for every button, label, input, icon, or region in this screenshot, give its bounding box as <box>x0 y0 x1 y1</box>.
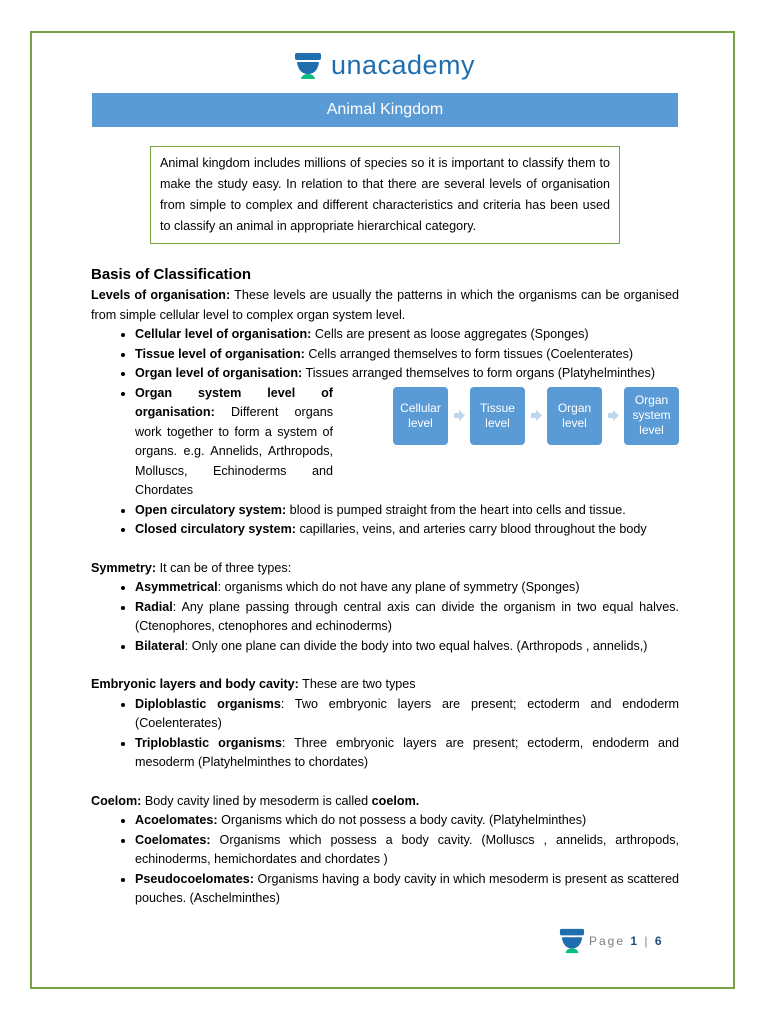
list-item: • Coelomates: Organisms which possess a body cavity. (Molluscs , annelids, arthropods, echinoderms, hemichordates and chordates ) <box>135 831 679 870</box>
embryonic-paragraph: Embryonic layers and body cavity: These are two types <box>91 677 416 691</box>
list-item: • Cellular level of organisation: Cells are present as loose aggregates (Sponges) <box>135 325 679 345</box>
list-item: • Pseudocoelomates: Organisms having a body cavity in which mesoderm is present as scattered pouches. (Aschelminthes) <box>135 870 679 909</box>
organisation-flow-diagram <box>393 387 679 445</box>
list-item: • Asymmetrical: organisms which do not have any plane of symmetry (Sponges) <box>135 578 679 598</box>
coelom-paragraph: Coelom: Body cavity lined by mesoderm is called coelom. <box>91 793 420 808</box>
list-item: • Radial: Any plane passing through central axis can divide the organism in two equal halves. (Ctenophores, ctenophores and echinoderms) <box>135 598 679 637</box>
page-title: Animal Kingdom <box>92 93 678 127</box>
flow-box-cellular: Cellular level <box>393 387 448 445</box>
symmetry-list <box>91 578 679 656</box>
arrow-right-icon <box>448 410 470 421</box>
arrow-right-icon <box>602 410 624 421</box>
list-item: • Diploblastic organisms: Two embryonic layers are present; ectoderm and endoderm (Coelenterates) <box>135 695 679 734</box>
main-content <box>91 264 679 909</box>
list-item: • Tissue level of organisation: Cells arranged themselves to form tissues (Coelenterates) <box>135 345 679 365</box>
flow-box-tissue: Tissue level <box>470 387 525 445</box>
coelom-list <box>91 811 679 909</box>
circulatory-list <box>91 501 679 540</box>
list-item: • Organ system level of organisation: Different organs work together to form a system of organs. e.g. Annelids, Arthropods, Molluscs, Echinoderms and Chordates <box>135 384 333 501</box>
levels-paragraph: Levels of organisation: These levels are usually the patterns in which the organisms can be organised from simple cellular level to complex organ system level. <box>91 288 679 322</box>
list-item: • Acoelomates: Organisms which do not possess a body cavity. (Platyhelminthes) <box>135 811 679 831</box>
list-item: • Bilateral: Only one plane can divide the body into two equal halves. (Arthropods , annelids,) <box>135 637 679 657</box>
intro-box: Animal kingdom includes millions of species so it is important to classify them to make the study easy. In relation to that there are several levels of organisation from simple to complex and different characteristics and criteria has been used to classify an animal in appropriate hierarchical category. <box>150 146 620 244</box>
section-heading-basis: Basis of Classification <box>91 266 252 283</box>
list-item: • Open circulatory system: blood is pumped straight from the heart into cells and tissue. <box>135 501 679 521</box>
embryonic-list <box>91 695 679 773</box>
levels-list <box>91 325 679 384</box>
list-item: • Triploblastic organisms: Three embryonic layers are present; ectoderm, endoderm and mesoderm (Platyhelminthes to chordates) <box>135 734 679 773</box>
logo <box>0 50 768 86</box>
logo-text: unacademy <box>330 50 476 80</box>
flow-box-organ: Organ level <box>547 387 602 445</box>
flow-box-organ-system: Organ system level <box>624 387 679 445</box>
unacademy-footer-icon <box>558 928 586 954</box>
unacademy-logo-icon <box>293 52 323 80</box>
page-number <box>558 928 664 954</box>
arrow-right-icon <box>525 410 547 421</box>
organ-system-row <box>91 384 679 501</box>
page-number-text: Page 1 | 6 <box>589 934 664 948</box>
symmetry-paragraph: Symmetry: It can be of three types: <box>91 560 292 575</box>
list-item: • Organ level of organisation: Tissues arranged themselves to form organs (Platyhelminthes) <box>135 364 679 384</box>
list-item: • Closed circulatory system: capillaries, veins, and arteries carry blood throughout the body <box>135 520 679 540</box>
